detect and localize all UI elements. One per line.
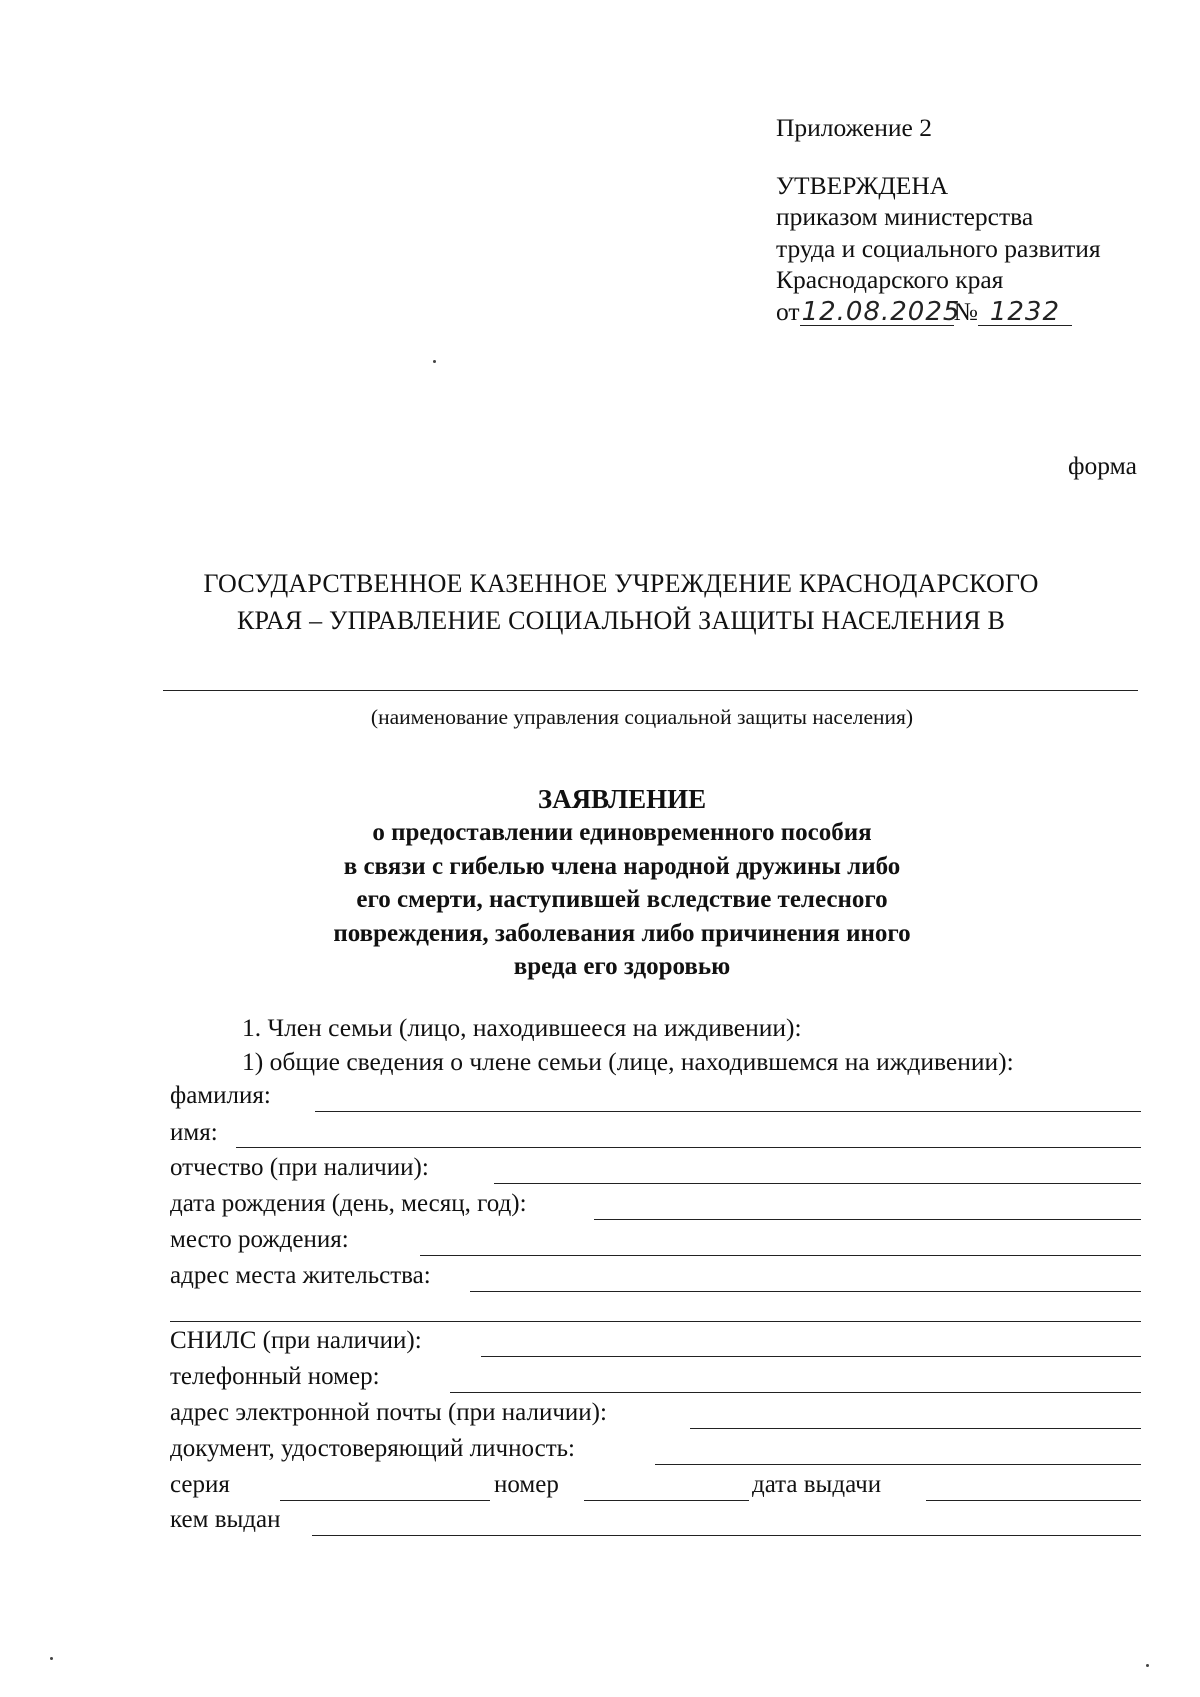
birth-place-label: место рождения:	[170, 1226, 349, 1253]
subtitle-line: в связи с гибелью члена народной дружины либо	[343, 852, 901, 880]
issued-by-label: кем выдан	[170, 1506, 281, 1533]
number-sign: №	[953, 296, 978, 326]
birth-date-field[interactable]	[594, 1219, 1141, 1220]
email-label: адрес электронной почты (при наличии):	[170, 1399, 607, 1426]
scan-speck	[50, 1657, 53, 1660]
phone-field[interactable]	[450, 1392, 1141, 1393]
number-label: номер	[494, 1471, 559, 1498]
subtitle-line: повреждения, заболевания либо причинения иного	[333, 919, 911, 947]
handwritten-number: 1232	[978, 299, 1072, 326]
birth-place-field[interactable]	[420, 1255, 1141, 1256]
series-field[interactable]	[280, 1500, 490, 1501]
snils-label: СНИЛС (при наличии):	[170, 1327, 422, 1354]
surname-label: фамилия:	[170, 1082, 271, 1109]
birth-date-label: дата рождения (день, месяц, год):	[170, 1190, 527, 1217]
patronymic-field[interactable]	[494, 1183, 1141, 1184]
organization-fill-line	[163, 690, 1138, 691]
organization-line-2: КРАЯ – УПРАВЛЕНИЕ СОЦИАЛЬНОЙ ЗАЩИТЫ НАСЕЛЕНИЯ В	[237, 606, 1005, 635]
subtitle-line: о предоставлении единовременного пособия	[372, 819, 872, 846]
approval-line-1: приказом министерства	[776, 202, 1034, 231]
subtitle-line: вреда его здоровью	[513, 953, 731, 980]
document-title: ЗАЯВЛЕНИЕ	[537, 784, 707, 814]
handwritten-date: 12.08.2025	[801, 296, 961, 327]
approved-label: УТВЕРЖДЕНА	[776, 170, 949, 200]
issued-by-field[interactable]	[312, 1535, 1141, 1536]
approval-date-line	[776, 296, 1101, 328]
surname-field[interactable]	[315, 1111, 1141, 1112]
email-field[interactable]	[690, 1428, 1141, 1429]
name-label: имя:	[170, 1119, 218, 1146]
organization-name	[0, 565, 1200, 639]
issue-date-field[interactable]	[926, 1500, 1141, 1501]
approval-line-3: Краснодарского края	[776, 265, 1004, 294]
section-heading: 1. Член семьи (лицо, находившееся на иждивении):	[242, 1013, 802, 1042]
document-subtitle	[0, 816, 1200, 984]
id-document-field[interactable]	[655, 1464, 1141, 1465]
number-field[interactable]	[584, 1500, 749, 1501]
id-document-label: документ, удостоверяющий личность:	[170, 1435, 575, 1462]
patronymic-label: отчество (при наличии):	[170, 1154, 429, 1181]
issue-date-label: дата выдачи	[752, 1471, 882, 1498]
section-subheading: 1) общие сведения о члене семьи (лице, находившемся на иждивении):	[242, 1047, 1014, 1076]
appendix-label: Приложение 2	[776, 113, 932, 142]
approval-line-2: труда и социального развития	[776, 233, 1101, 263]
phone-label: телефонный номер:	[170, 1363, 380, 1390]
organization-caption: (наименование управления социальной защиты населения)	[370, 705, 914, 729]
subtitle-line: его смерти, наступившей вследствие телесного	[356, 886, 888, 913]
from-label: от	[776, 296, 800, 326]
address-field[interactable]	[470, 1291, 1141, 1292]
snils-field[interactable]	[481, 1356, 1141, 1357]
series-label: серия	[170, 1471, 230, 1498]
address-label: адрес места жительства:	[170, 1262, 431, 1289]
scan-speck	[433, 360, 436, 363]
form-label: форма	[1068, 451, 1137, 480]
address-field-continued[interactable]	[170, 1321, 1141, 1322]
organization-line-1: ГОСУДАРСТВЕННОЕ КАЗЕННОЕ УЧРЕЖДЕНИЕ КРАСНОДАРСКОГО	[203, 569, 1039, 598]
name-field[interactable]	[236, 1147, 1141, 1148]
scan-speck	[1146, 1664, 1149, 1667]
approval-block	[776, 112, 1101, 327]
